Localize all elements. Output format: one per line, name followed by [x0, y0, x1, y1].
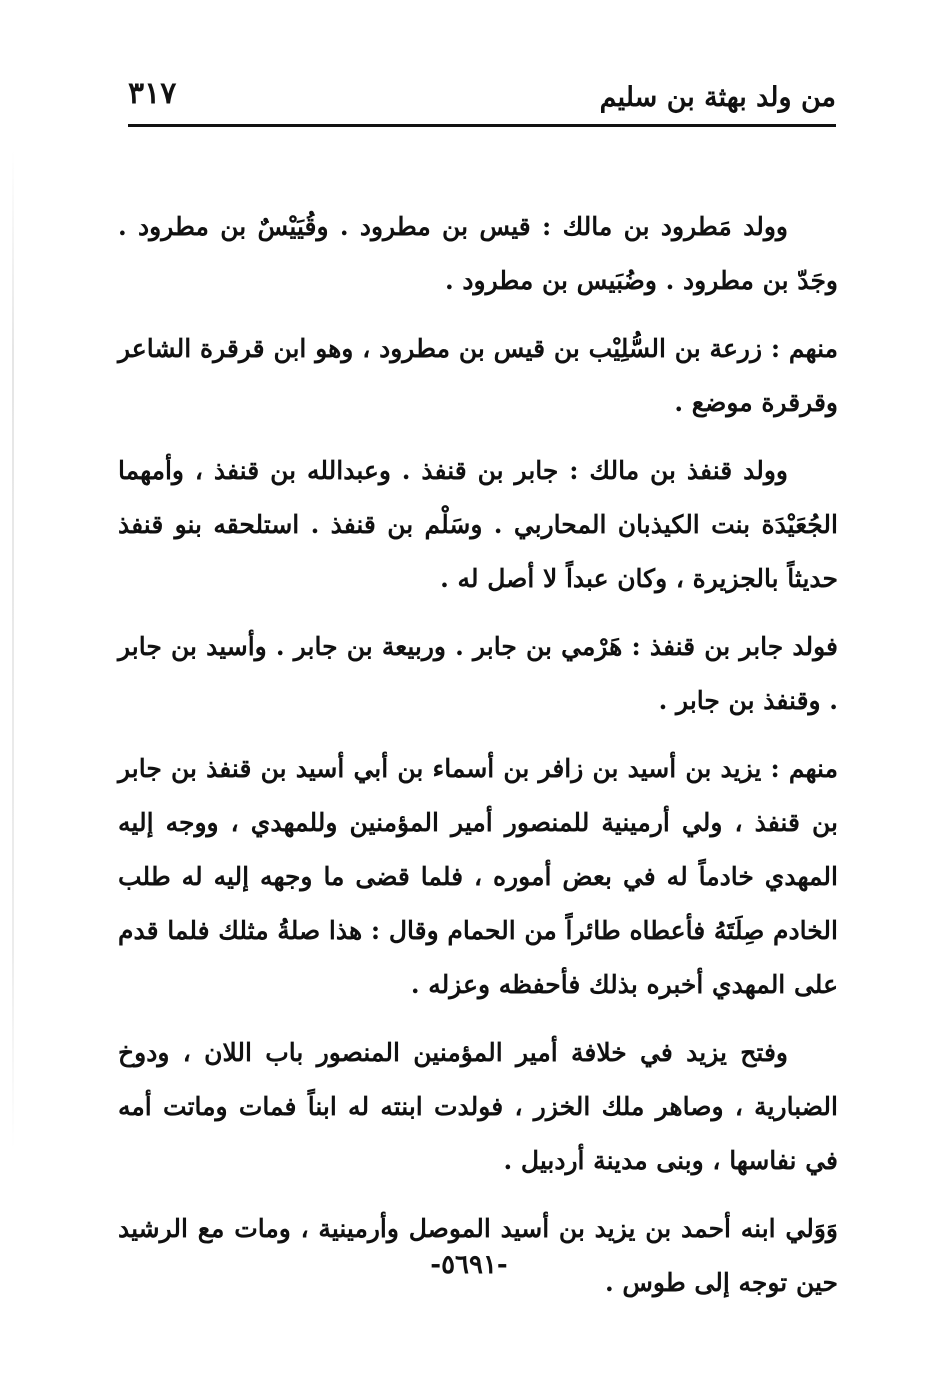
folio-number: -٥٦٩١-: [430, 1250, 508, 1280]
paragraph: وولد مَطرود بن مالك : قيس بن مطرود . وقُيَيْسٌ بن مطرود . وجَدّ بن مطرود . وضُبَيس بن مطرود .: [118, 212, 838, 295]
paragraph: وَوَلي ابنه أحمد بن يزيد بن أسيد الموصل وأرمينية ، ومات مع الرشيد حين توجه إلى طوس .: [118, 1214, 838, 1297]
paragraph: فولد جابر بن قنفذ : هَرْمي بن جابر . وربيعة بن جابر . وأسيد بن جابر . وقنفذ بن جابر .: [118, 632, 838, 715]
header-rule: [128, 124, 836, 127]
paragraph: منهم : يزيد بن أسيد بن زافر بن أسماء بن أبي أسيد بن قنفذ بن جابر بن قنفذ ، ولي أرمينية للمنصور أمير المؤمنين وللمهدي ، ووجه إليه المهدي خادماً له في بعض أموره ، فلما قضى ما وجهه إليه له طلب الخادم صِلَتَهُ فأعطاه طائراً من الحمام وقال : هذا صلةُ مثلك فلما قدم على المهدي أخبره بذلك فأحفظه وعزله .: [118, 754, 838, 999]
scan-edge-shadow: [12, 150, 14, 1150]
page-header: [128, 70, 836, 122]
body-text: [118, 200, 838, 1324]
paragraph: منهم : زرعة بن السُّلِيْب بن قيس بن مطرود ، وهو ابن قرقرة الشاعر وقرقرة موضع .: [118, 334, 839, 417]
paragraph: وولد قنفذ بن مالك : جابر بن قنفذ . وعبدالله بن قنفذ ، وأمهما الجُعَيْدَة بنت الكيذبان المحاربي . وسَلْم بن قنفذ . استلحقه بنو قنفذ حديثاً بالجزيرة ، وكان عبداً لا أصل له .: [118, 456, 838, 593]
paragraph: وفتح يزيد في خلافة أمير المؤمنين المنصور باب اللان ، ودوخ الضبارية ، وصاهر ملك الخزر ، فولدت ابنته له ابناً فمات وماتت أمه في نفاسها ، وبنى مدينة أردبيل .: [118, 1038, 838, 1175]
page-number: ٣١٧: [128, 76, 177, 111]
running-title: من ولد بهثة بن سليم: [599, 82, 836, 113]
